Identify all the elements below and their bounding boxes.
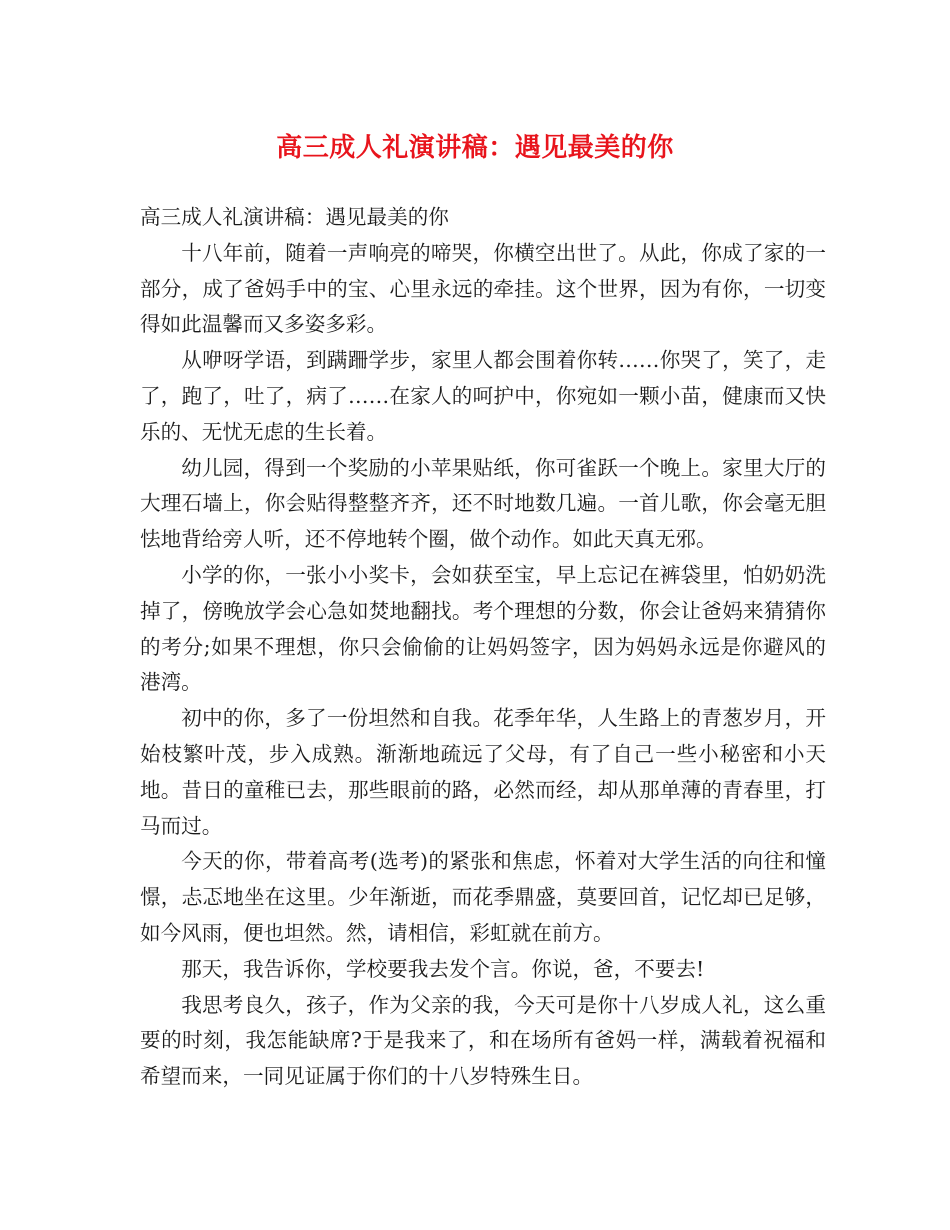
document-title: 高三成人礼演讲稿：遇见最美的你 [276,133,674,163]
paragraph-5: 初中的你，多了一份坦然和自我。花季年华，人生路上的青葱岁月，开始枝繁叶茂，步入成熟。渐渐地疏远了父母，有了自己一些小秘密和小天地。昔日的童稚已去，那些眼前的路，必然而经，却从那单薄的青春里，打马而过。 [140,706,826,838]
paragraph-8: 我思考良久，孩子，作为父亲的我，今天可是你十八岁成人礼，这么重要的时刻，我怎能缺席?于是我来了，和在场所有爸妈一样，满载着祝福和希望而来，一同见证属于你们的十八岁特殊生日。 [140,992,826,1089]
paragraph-6: 今天的你，带着高考(选考)的紧张和焦虑，怀着对大学生活的向往和憧憬，忐忑地坐在这里。少年渐逝，而花季鼎盛，莫要回首，记忆却已足够，如今风雨，便也坦然。然，请相信，彩虹就在前方。 [140,849,826,945]
paragraph-7: 那天，我告诉你，学校要我去发个言。你说，爸，不要去! [181,956,705,981]
paragraph-4: 小学的你，一张小小奖卡，会如获至宝，早上忘记在裤袋里，怕奶奶洗掉了，傍晚放学会心急如焚地翻找。考个理想的分数，你会让爸妈来猜猜你的考分;如果不理想，你只会偷偷的让妈妈签字，因为妈妈永远是你避风的港湾。 [140,562,826,695]
document-subtitle: 高三成人礼演讲稿：遇见最美的你 [140,205,449,229]
paragraph-2: 从咿呀学语，到蹒跚学步，家里人都会围着你转……你哭了，笑了，走了，跑了，吐了，病了……在家人的呵护中，你宛如一颗小苗，健康而又快乐的、无忧无虑的生长着。 [140,348,826,444]
paragraph-3: 幼儿园，得到一个奖励的小苹果贴纸，你可雀跃一个晚上。家里大厅的大理石墙上，你会贴得整整齐齐，还不时地数几遍。一首儿歌，你会毫无胆怯地背给旁人听，还不停地转个圈，做个动作。如此天真无邪。 [140,455,826,552]
document-body [140,200,826,1095]
paragraph-1: 十八年前，随着一声响亮的啼哭，你横空出世了。从此，你成了家的一部分，成了爸妈手中的宝、心里永远的牵挂。这个世界，因为有你，一切变得如此温馨而又多姿多彩。 [140,240,826,337]
